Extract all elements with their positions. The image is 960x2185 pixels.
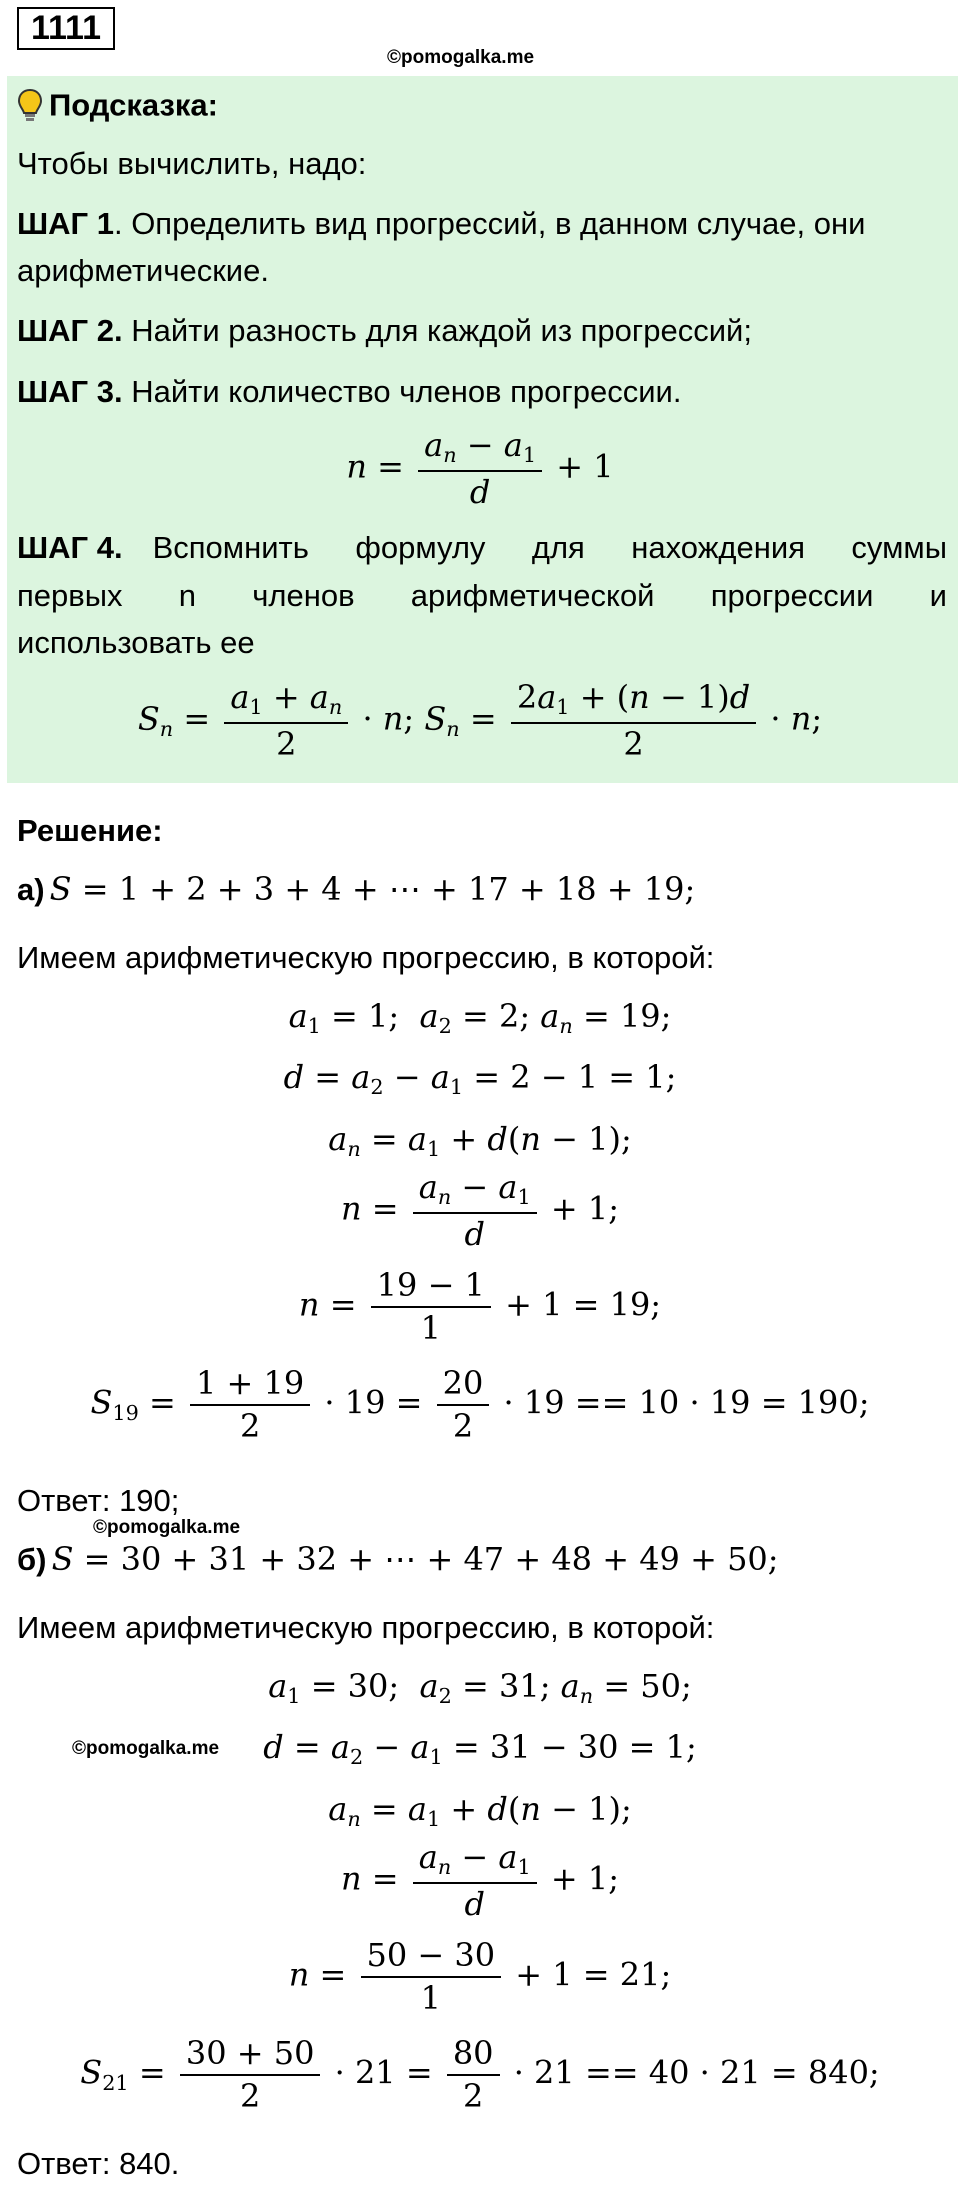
hint-step4-line1 [17,532,947,563]
part-a-expression: а) S = 1 + 2 + 3 + 4 + ⋯ + 17 + 18 + 19; [17,870,696,908]
a-line-an: $a_n = a_1 + d(n - 1)$; [328,1120,632,1162]
watermark-top: ©pomogalka.me [387,47,535,68]
b-line-n-value: n = $\frac{50 - 30}{1}$ + 1 = 21; [288,1936,672,2018]
word: n [178,578,197,613]
b-line-d: $d = a_2 - a_1 = 31 - 30 = 1$; [263,1728,697,1770]
answer-a: Ответ: 190; [17,1483,180,1518]
formula-sum: $S_n$ = $\frac{a_1 + a_n}{2}$ · n; $S_n$ = $\frac{2a_1 + (n - 1)d}{2}$ · n; [137,678,823,764]
lightbulb-icon [17,88,43,127]
step3-label: ШАГ 3. [17,374,123,409]
a-line-d: $d = a_2 - a_1 = 2 - 1 = 1$; [283,1058,677,1100]
b-line-n-formula: n = $\frac{a_n - a_1}{d}$ + 1; [340,1838,619,1924]
hint-title-text: Подсказка: [49,87,218,123]
b-line-terms: $a_1 = 30$; $a_2 = 31$; $a_n = 50$; [268,1667,692,1709]
hint-step4-line2 [17,580,947,611]
b-line-an: $a_n = a_1 + d(n - 1)$; [328,1790,632,1832]
part-a-label: а) [17,872,45,907]
step2-text: Найти разность для каждой из прогрессий; [122,313,752,348]
formula-n: n = $\frac{a_n - a_1}{d}$ + 1 [346,426,614,512]
hint-step1-line2: арифметические. [17,253,269,288]
word: членов [252,578,355,613]
hint-title [17,88,218,127]
a-line-sum: $S_{19}$ = $\frac{1 + 19}{2}$ · 19 = $\frac{20}{2}$ · 19 == 10 · 19 = 190; [90,1364,870,1446]
step4-label: ШАГ 4. [17,530,123,565]
step1-text: . Определить вид прогрессий, в данном случае, они [113,206,866,241]
watermark-middle: ©pomogalka.me [93,1517,241,1538]
step1-label: ШАГ 1 [17,206,114,241]
a-line-n-value: n = $\frac{19 - 1}{1}$ + 1 = 19; [298,1266,662,1348]
word: арифметической [410,578,655,613]
hint-intro: Чтобы вычислить, надо: [17,146,367,181]
hint-step2 [17,315,752,346]
part-a-intro: Имеем арифметическую прогрессию, в которой: [17,940,715,975]
problem-number: 1111 [17,7,115,50]
step4-text: Вспомнить формулу для нахождения суммы [152,530,947,565]
answer-b: Ответ: 840. [17,2146,180,2181]
part-b-intro: Имеем арифметическую прогрессию, в которой: [17,1610,715,1645]
part-b-expression: б) S = 30 + 31 + 32 + ⋯ + 47 + 48 + 49 + 50; [17,1540,779,1578]
word: первых [17,578,123,613]
a-line-n-formula: n = $\frac{a_n - a_1}{d}$ + 1; [340,1168,619,1254]
part-b-label: б) [17,1542,47,1577]
hint-step3 [17,376,681,407]
step3-text: Найти количество членов прогрессии. [122,374,682,409]
hint-step4-line3: использовать ее [17,625,255,660]
word: и [929,578,947,613]
step2-label: ШАГ 2. [17,313,123,348]
b-line-sum: $S_{21}$ = $\frac{30 + 50}{2}$ · 21 = $\frac{80}{2}$ · 21 == 40 · 21 = 840; [80,2034,880,2116]
watermark-lower: ©pomogalka.me [72,1738,220,1759]
hint-step1-line1 [17,208,865,239]
word: прогрессии [710,578,874,613]
solution-title: Решение: [17,813,163,848]
a-line-terms: $a_1 = 1$; $a_2 = 2$; $a_n = 19$; [288,997,672,1039]
